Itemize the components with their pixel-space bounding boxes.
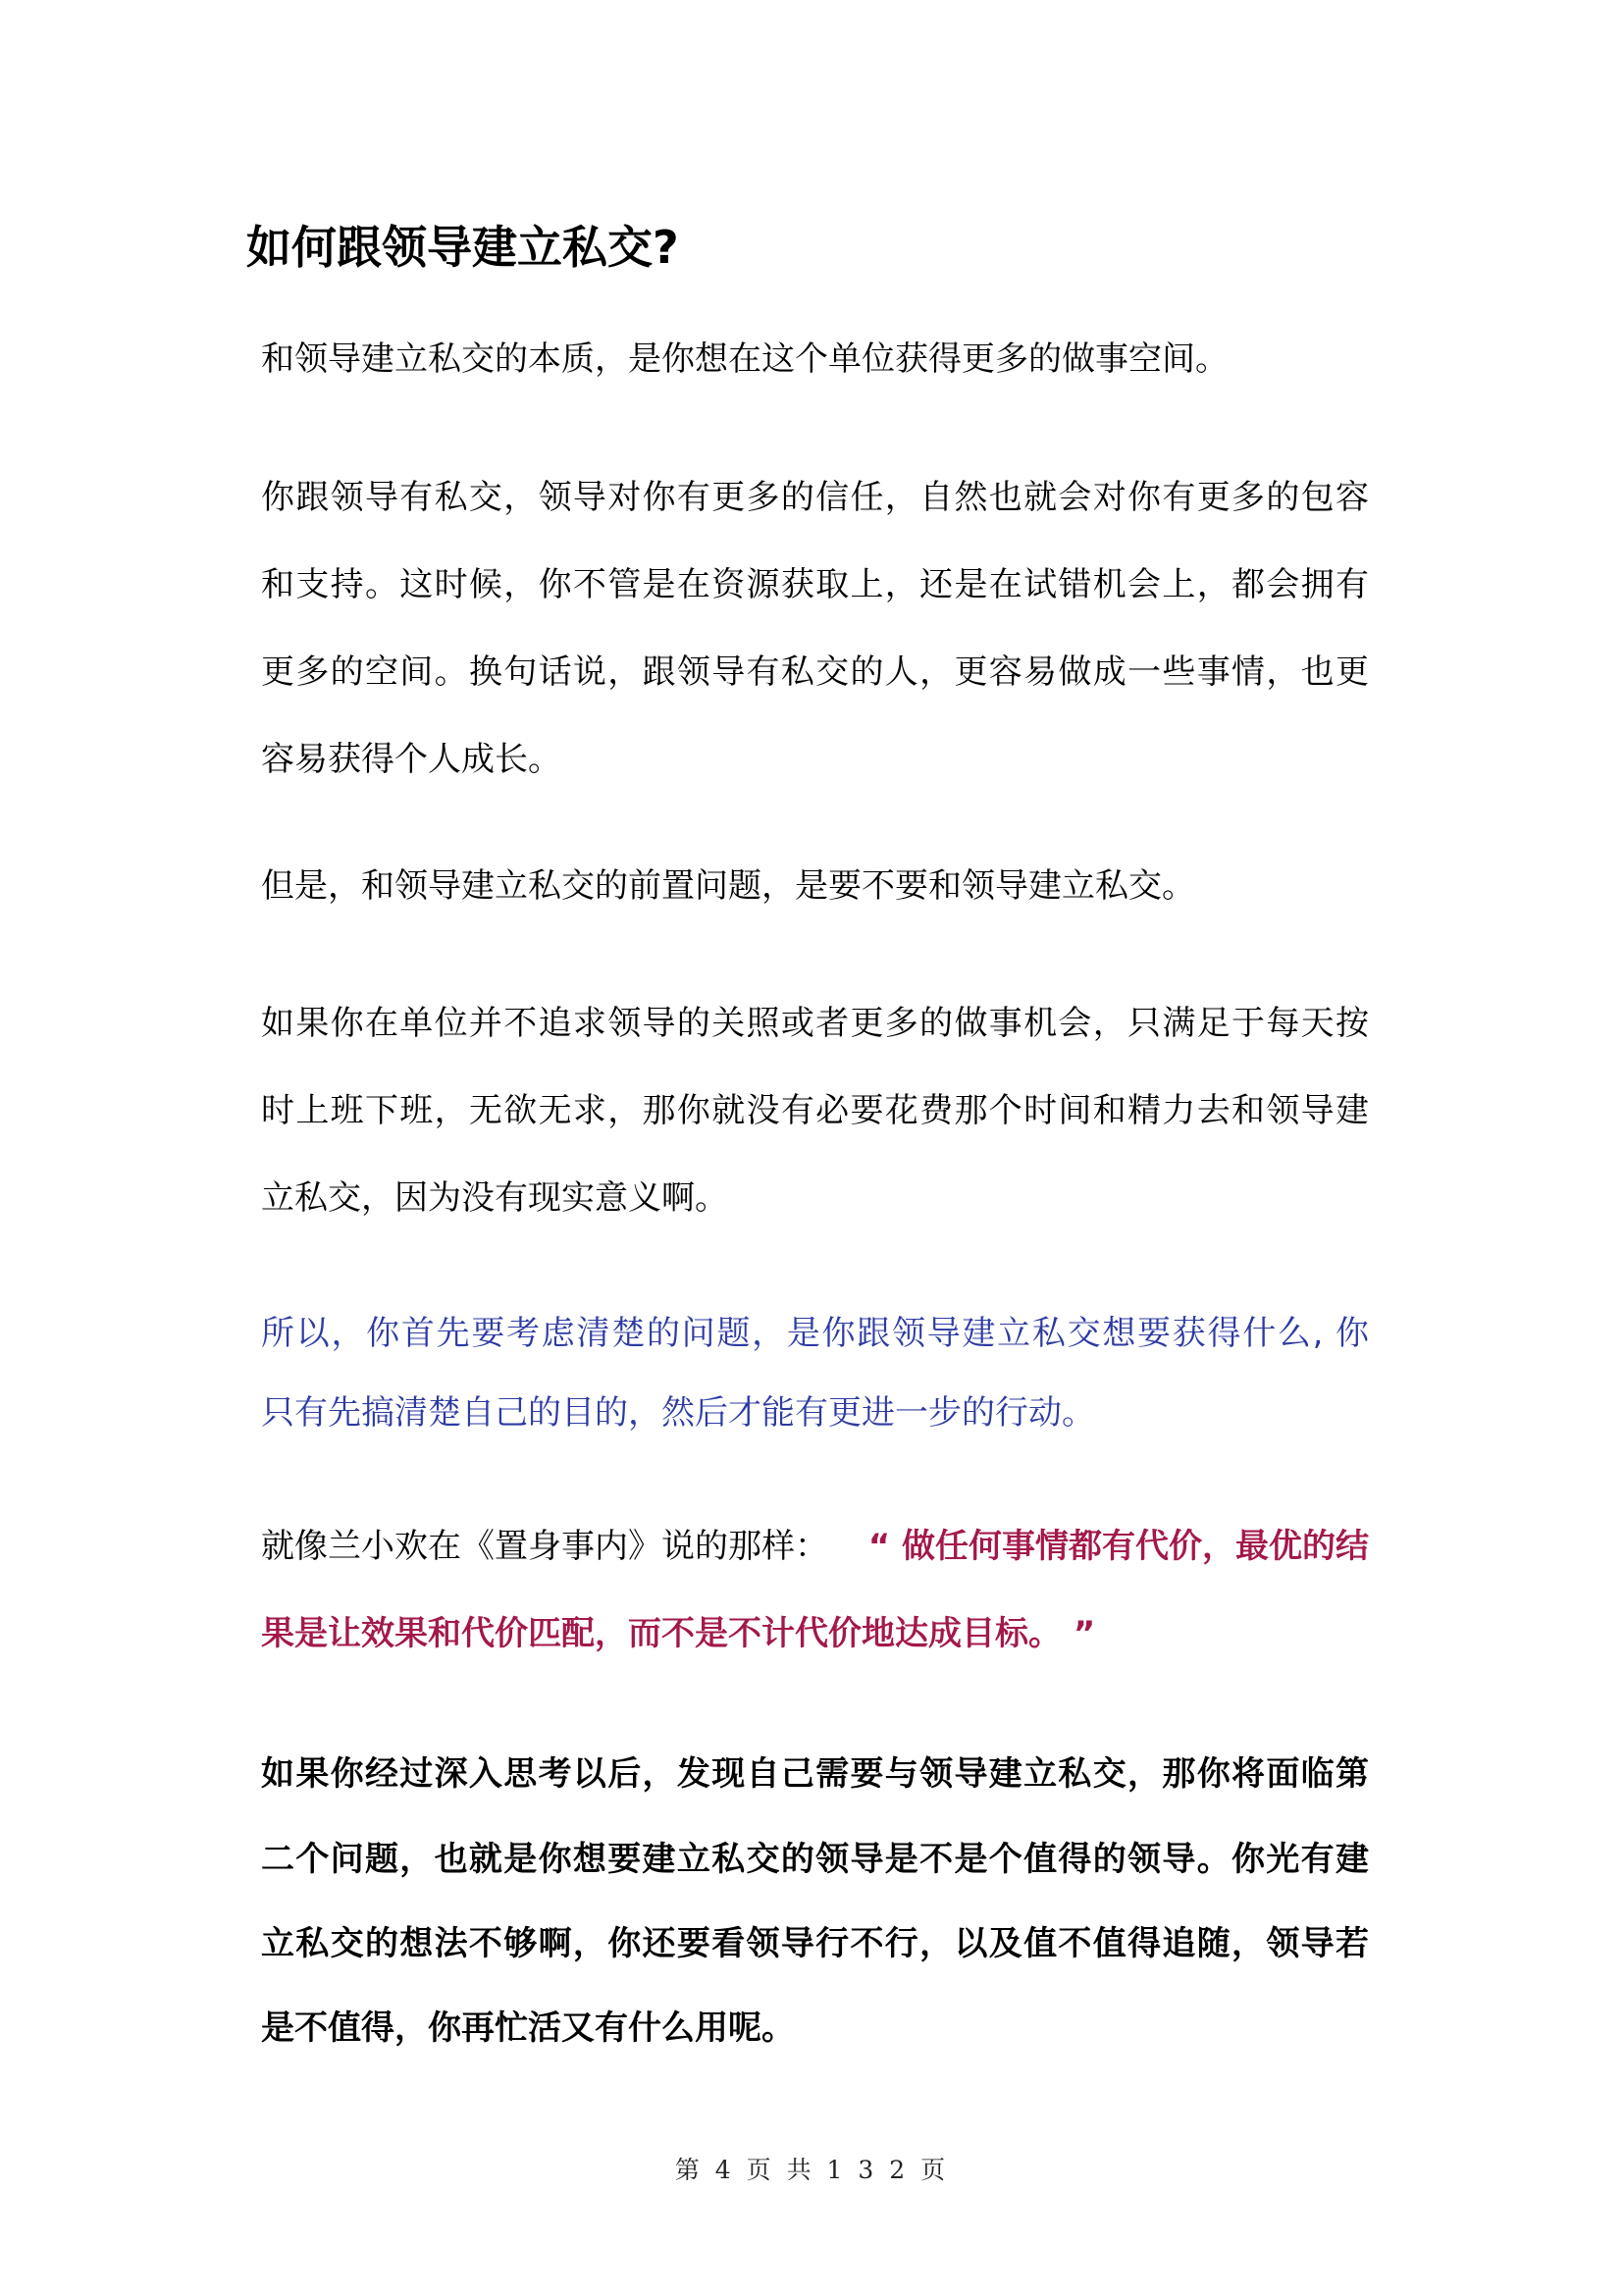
bold-paragraph-line: 立私交的想法不够啊，你还要看领导行不行，以及值不值得追随，领导若 bbox=[261, 1924, 1369, 1963]
paragraph-1-line: 和领导建立私交的本质，是你想在这个单位获得更多的做事空间。 bbox=[261, 339, 1229, 379]
paragraph-3-line: 但是，和领导建立私交的前置问题，是要不要和领导建立私交。 bbox=[261, 866, 1195, 906]
quote-paragraph-line bbox=[261, 1523, 1369, 1570]
bold-paragraph-line: 二个问题，也就是你想要建立私交的领导是不是个值得的领导。你光有建 bbox=[261, 1840, 1369, 1879]
quote-intro: 就像兰小欢在《置身事内》说的那样： bbox=[261, 1527, 828, 1566]
page-number-footer: 第 4 页 共 1 3 2 页 bbox=[674, 2156, 950, 2184]
paragraph-4-line: 立私交，因为没有现实意义啊。 bbox=[261, 1178, 728, 1218]
quote-text: “ 做任何事情都有代价，最优的结 bbox=[867, 1527, 1369, 1566]
highlighted-paragraph-line: 所以，你首先要考虑清楚的问题，是你跟领导建立私交想要获得什么, 你 bbox=[261, 1314, 1369, 1353]
bold-paragraph-line: 如果你经过深入思考以后，发现自己需要与领导建立私交，那你将面临第 bbox=[261, 1754, 1369, 1794]
paragraph-2-line: 你跟领导有私交，领导对你有更多的信任，自然也就会对你有更多的包容 bbox=[261, 478, 1369, 517]
paragraph-2-line: 更多的空间。换句话说，跟领导有私交的人，更容易做成一些事情，也更 bbox=[261, 652, 1369, 692]
page-title: 如何跟领导建立私交? bbox=[246, 221, 679, 274]
highlighted-paragraph-line: 只有先搞清楚自己的目的，然后才能有更进一步的行动。 bbox=[261, 1393, 1095, 1433]
paragraph-2-line: 和支持。这时候，你不管是在资源获取上，还是在试错机会上，都会拥有 bbox=[261, 565, 1369, 604]
quote-text: 果是让效果和代价匹配，而不是不计代价地达成目标。 ” bbox=[261, 1614, 1096, 1653]
paragraph-4-line: 如果你在单位并不追求领导的关照或者更多的做事机会，只满足于每天按 bbox=[261, 1004, 1369, 1043]
paragraph-4-line: 时上班下班，无欲无求，那你就没有必要花费那个时间和精力去和领导建 bbox=[261, 1091, 1369, 1130]
paragraph-2-line: 容易获得个人成长。 bbox=[261, 740, 561, 779]
bold-paragraph-line: 是不值得，你再忙活又有什么用呢。 bbox=[261, 2008, 795, 2048]
